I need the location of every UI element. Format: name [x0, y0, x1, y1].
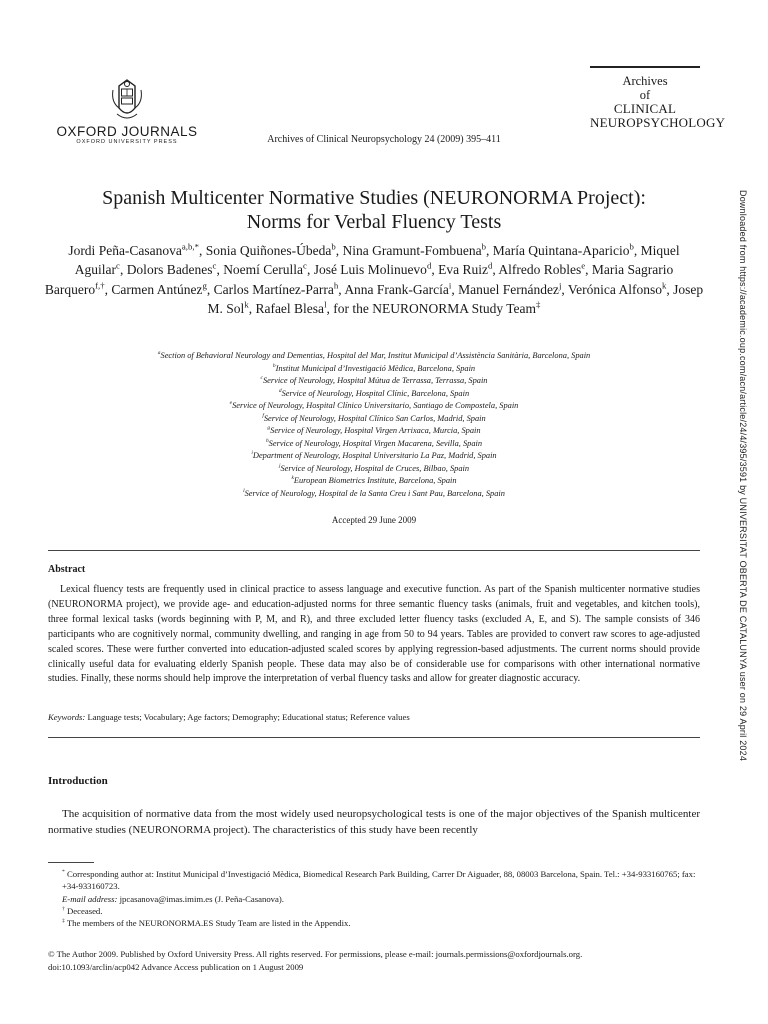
- publisher-name: OXFORD JOURNALS: [56, 124, 198, 139]
- author: [223, 262, 307, 277]
- author-affiliation-mark: b: [481, 241, 486, 252]
- journal-logo-bar: [590, 66, 700, 68]
- title-line: Norms for Verbal Fluency Tests: [246, 211, 502, 233]
- author-name: Dolors Badenes: [126, 262, 213, 278]
- journal-logo: [590, 66, 726, 130]
- author: [458, 282, 561, 297]
- author-name: Verónica Alfonso: [567, 281, 662, 297]
- journal-logo-line: CLINICAL: [613, 101, 677, 116]
- affiliation-mark: d: [278, 387, 282, 394]
- author: [438, 262, 492, 277]
- author-affiliation-mark: h: [333, 280, 339, 291]
- author-affiliation-mark: j: [558, 280, 562, 291]
- title-line: Spanish Multicenter Normative Studies (NEURONORMA Project):: [102, 187, 646, 209]
- publisher-subtitle: OXFORD UNIVERSITY PRESS: [76, 139, 178, 145]
- accepted-date: Accepted 29 June 2009: [331, 515, 417, 525]
- author-name: Anna Frank-García: [344, 281, 449, 297]
- author-affiliation-mark: c: [116, 260, 120, 271]
- affiliation: [40, 350, 708, 363]
- affiliation-text: Service of Neurology, Hospital Virgen Arrixaca, Murcia, Spain: [270, 426, 481, 436]
- author-name: Eva Ruiz: [438, 262, 488, 278]
- author: [493, 243, 634, 258]
- corresponding-text: Corresponding author at: Institut Municipal d’Investigació Mèdica, Biomedical Research Park Building, Carrer Dr Aiguader, 88, 08003 Barcelona, Spain. Tel.: +34-933160765; fax: +34-933160723.: [62, 869, 696, 892]
- corresponding-footnote: [48, 868, 700, 893]
- author-affiliation-mark: c: [303, 260, 307, 271]
- affiliation: [40, 475, 708, 488]
- divider-rule: [48, 737, 700, 738]
- author-affiliation-mark: b: [629, 241, 634, 252]
- email-text: jpcasanova@imas.imim.es (J. Peña-Casanova).: [119, 893, 284, 904]
- footnote-mark: ‡: [62, 918, 65, 925]
- email-footnote: [48, 893, 700, 905]
- affiliation: [40, 400, 708, 413]
- author: [68, 243, 199, 258]
- intro-heading: Introduction: [48, 775, 108, 787]
- download-notice: Downloaded from https://academic.oup.com/acn/article/24/4/395/3591 by UNIVERSITAT OBERTA DE CATALUNYA user on 29 April 2024: [738, 190, 748, 762]
- journal-citation: Archives of Clinical Neuropsychology 24 (2009) 395–411: [267, 134, 501, 145]
- author-affiliation-mark: a,b,*: [181, 241, 199, 252]
- author-affiliation-mark: i: [448, 280, 452, 291]
- affiliation-text: Service of Neurology, Hospital Virgen Macarena, Sevilla, Spain: [268, 438, 483, 448]
- author-name: Josep M. Sol: [207, 281, 704, 316]
- affiliation-mark: h: [265, 438, 269, 445]
- author: [111, 282, 207, 297]
- author: [314, 262, 432, 277]
- affiliation-mark: f: [262, 412, 264, 419]
- keywords: [48, 712, 700, 722]
- author-name: Sonia Quiñones-Úbeda: [205, 243, 332, 258]
- affiliation-text: Service of Neurology, Hospital Clínico Universitario, Santiago de Compostela, Spain: [232, 401, 519, 411]
- article-title: [40, 186, 708, 234]
- author-affiliation-mark: l: [324, 299, 327, 310]
- affiliation-text: Service of Neurology, Hospital de la Santa Creu i Sant Pau, Barcelona, Spain: [244, 489, 505, 499]
- author-affiliation-mark: d: [426, 260, 432, 271]
- author-affiliation-mark: k: [662, 280, 667, 291]
- author-affiliation-mark: d: [487, 260, 493, 271]
- deceased-text: Deceased.: [67, 905, 103, 916]
- author-name: Carlos Martínez-Parra: [213, 281, 334, 297]
- copyright: [48, 948, 700, 973]
- author-affiliation-mark: k: [244, 299, 249, 310]
- author-name: Noemí Cerulla: [223, 262, 304, 278]
- affiliation-mark: i: [251, 450, 253, 457]
- author-name: Carmen Antúnez: [111, 281, 203, 297]
- author-name: Maria Sagrario Barquero: [44, 262, 674, 297]
- affiliation-mark: c: [260, 375, 263, 382]
- author: [342, 243, 485, 258]
- author-name: Nina Gramunt-Fombuena: [342, 243, 482, 258]
- affiliation-text: Service of Neurology, Hospital Clínico San Carlos, Madrid, Spain: [263, 413, 486, 423]
- affiliation: [40, 388, 708, 401]
- affiliation-text: Section of Behavioral Neurology and Dementias, Hospital del Mar, Institut Municipal d’Assistència Sanitària, Barcelona, Spain: [160, 351, 591, 360]
- journal-logo-line: NEUROPSYCHOLOGY: [590, 115, 726, 130]
- oxford-crest-icon: [109, 78, 145, 122]
- affiliation-mark: a: [157, 350, 161, 357]
- affiliation-mark: g: [267, 425, 271, 432]
- author-name: José Luis Molinuevo: [313, 262, 427, 278]
- deceased-footnote: [48, 905, 700, 917]
- author: [344, 282, 451, 297]
- author: [498, 262, 585, 277]
- author-affiliation-mark: ‡: [536, 299, 541, 310]
- affiliation-text: Institut Municipal d’Investigació Mèdica, Barcelona, Spain: [275, 363, 476, 373]
- keywords-text: Language tests; Vocabulary; Age factors; Demography; Educational status; Reference values: [87, 712, 410, 722]
- affiliation: [40, 375, 708, 388]
- author-name: Miquel Aguilar: [74, 243, 680, 278]
- intro-body: The acquisition of normative data from the most widely used neuropsychological tests is one of the major objectives of the Spanish multicenter normative studies (NEURONORMA project). The characteristics of this study have been recently: [48, 808, 700, 836]
- affiliation-text: European Biometrics Institute, Barcelona, Spain: [293, 476, 457, 486]
- author: [568, 282, 667, 297]
- author-name: Jordi Peña-Casanova: [68, 243, 182, 258]
- footnote-mark: *: [62, 869, 65, 876]
- footnote-rule: [48, 862, 94, 863]
- email-label: E-mail address:: [62, 893, 118, 904]
- affiliation: [40, 363, 708, 376]
- author-affiliation-mark: f,†: [95, 280, 105, 291]
- affiliation-text: Service of Neurology, Hospital de Cruces, Bilbao, Spain: [280, 463, 470, 473]
- author-affiliation-mark: g: [202, 280, 207, 291]
- affiliation-mark: j: [278, 463, 281, 470]
- affiliation-mark: b: [272, 362, 276, 369]
- affiliation-mark: l: [243, 488, 245, 495]
- affiliation-text: Department of Neurology, Hospital Universitario La Paz, Madrid, Spain: [252, 451, 497, 461]
- copyright-line: © The Author 2009. Published by Oxford University Press. All rights reserved. For permissions, please e-mail: journals.permissions@oxfordjournals.org.: [48, 949, 583, 959]
- affiliation: [40, 438, 708, 451]
- abstract-heading: Abstract: [48, 564, 86, 575]
- affiliation: [40, 425, 708, 438]
- author-affiliation-mark: b: [331, 241, 336, 252]
- author: [333, 301, 540, 316]
- team-footnote: [48, 917, 700, 929]
- affiliation-text: Service of Neurology, Hospital Clínic, Barcelona, Spain: [281, 388, 470, 398]
- author-name: for the NEURONORMA Study Team: [333, 300, 537, 316]
- author: [214, 282, 339, 297]
- keywords-label: Keywords:: [48, 712, 86, 722]
- affiliation-text: Service of Neurology, Hospital Mútua de Terrassa, Terrassa, Spain: [262, 376, 488, 386]
- author-name: Rafael Blesa: [255, 300, 325, 316]
- author: [206, 243, 336, 258]
- author: [255, 301, 326, 316]
- affiliation: [40, 450, 708, 463]
- journal-logo-line: Archives: [622, 74, 668, 88]
- author-list: Jordi Peña-Casanova$^{a,b,*}$, Sonia Quiñones-Úbeda$^b$, Nina Gramunt-Fombuena$^b$, María Quintana-Aparicio$^b$, Miquel Aguilar$^c$, Dolors Badenes$^c$, Noemí Cerulla$^c$, José Luis Molinuevo$^d$, Eva Ruiz$^d$, Alfredo Robles$^e$, Maria Sagrario Barquero$^{f,\dagger}$, Carmen Antúnez$^g$, Carlos Martínez-Parra$^h$, Anna Frank-García$^i$, Manuel Fernández$^j$, Verónica Alfonso$^k$, Josep M. Sol$^k$, Rafael Blesa$^l$, for the NEURONORMA Study Team‡: [44, 241, 704, 316]
- affiliation-list: [40, 350, 708, 501]
- author-affiliation-mark: c: [212, 260, 217, 271]
- doi-line: doi:10.1093/arclin/acp042 Advance Access publication on 1 August 2009: [48, 961, 304, 972]
- affiliation-mark: e: [229, 400, 233, 407]
- team-text: The members of the NEURONORMA.ES Study Team are listed in the Appendix.: [66, 918, 351, 929]
- author: [127, 262, 217, 277]
- affiliation: [40, 413, 708, 426]
- divider-rule: [48, 550, 700, 551]
- author-name: Alfredo Robles: [498, 262, 582, 278]
- affiliation: [40, 488, 708, 501]
- affiliation: [40, 463, 708, 476]
- footnotes: [48, 868, 700, 929]
- author-affiliation-mark: e: [581, 260, 586, 271]
- journal-logo-line: of: [639, 88, 651, 102]
- author-name: Manuel Fernández: [458, 281, 559, 297]
- footnote-mark: †: [62, 906, 65, 912]
- abstract-body: Lexical fluency tests are frequently used in clinical practice to assess language and executive function. As part of the Spanish multicenter normative studies (NEURONORMA project), we provide age- and education-adjusted norms for three semantic fluency tasks (animals, fruit and vegetables, and kitchen tools), three formal lexical tasks (words beginning with P, M, and R), and three excluded letter fluency tasks (excluded A, E, and S). The sample consists of 346 participants who are cognitively normal, community dwelling, and ranging in age from 50 to 94 years. Tables are provided to convert raw scores to age-adjusted scaled scores. These were further converted into education-adjusted scaled scores by applying regression-based adjustments. The current norms should provide clinically useful data for evaluating elderly Spanish people. These data may also be of considerable use for comparisons with other international normative studies. Finally, these norms should help improve the interpretation of verbal fluency tasks and allow for greater diagnostic accuracy.: [48, 584, 700, 685]
- affiliation-mark: k: [291, 475, 294, 482]
- author-name: María Quintana-Aparicio: [492, 243, 630, 258]
